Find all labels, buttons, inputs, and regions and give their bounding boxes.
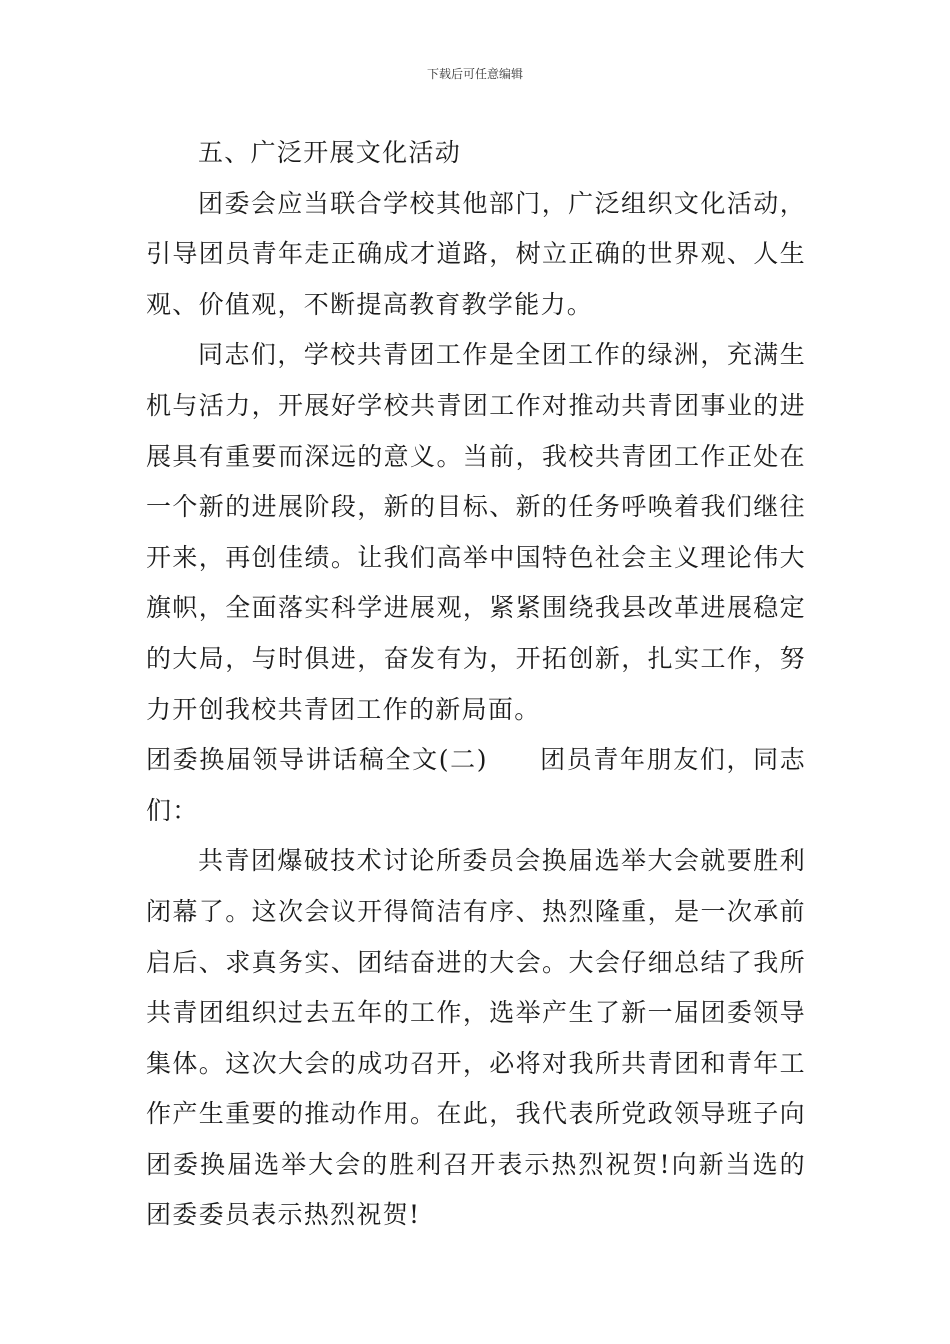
document-body [146,128,806,1241]
greeting: 团员青年朋友们，同志们： [146,745,806,825]
page-header-note: 下载后可任意编辑 [426,67,523,81]
paragraph-1: 团委会应当联合学校其他部门，广泛组织文化活动，引导团员青年走正确成才道路，树立正确的世界观、人生观、价值观，不断提高教育教学能力。 [146,188,806,319]
paragraph-3: 共青团爆破技术讨论所委员会换届选举大会就要胜利闭幕了。这次会议开得简洁有序、热烈隆重，是一次承前启后、求真务实、团结奋进的大会。大会仔细总结了我所共青团组织过去五年的工作，选举产生了新一届团委领导集体。这次大会的成功召开，必将对我所共青团和青年工作产生重要的推动作用。在此，我代表所党政领导班子向团委换届选举大会的胜利召开表示热烈祝贺!向新当选的团委委员表示热烈祝贺! [146,846,806,1230]
paragraph-2: 同志们，学校共青团工作是全团工作的绿洲，充满生机与活力，开展好学校共青团工作对推动共青团事业的进展具有重要而深远的意义。当前，我校共青团工作正处在一个新的进展阶段，新的目标、新的任务呼唤着我们继往开来，再创佳绩。让我们高举中国特色社会主义理论伟大旗帜，全面落实科学进展观，紧紧围绕我县改革进展稳定的大局，与时俱进，奋发有为，开拓创新，扎实工作，努力开创我校共青团工作的新局面。 [146,340,806,724]
section-heading: 五、广泛开展文化活动 [198,138,462,167]
part-two-title: 团委换届领导讲话稿全文(二) [146,745,488,775]
part-two-line [146,735,806,836]
